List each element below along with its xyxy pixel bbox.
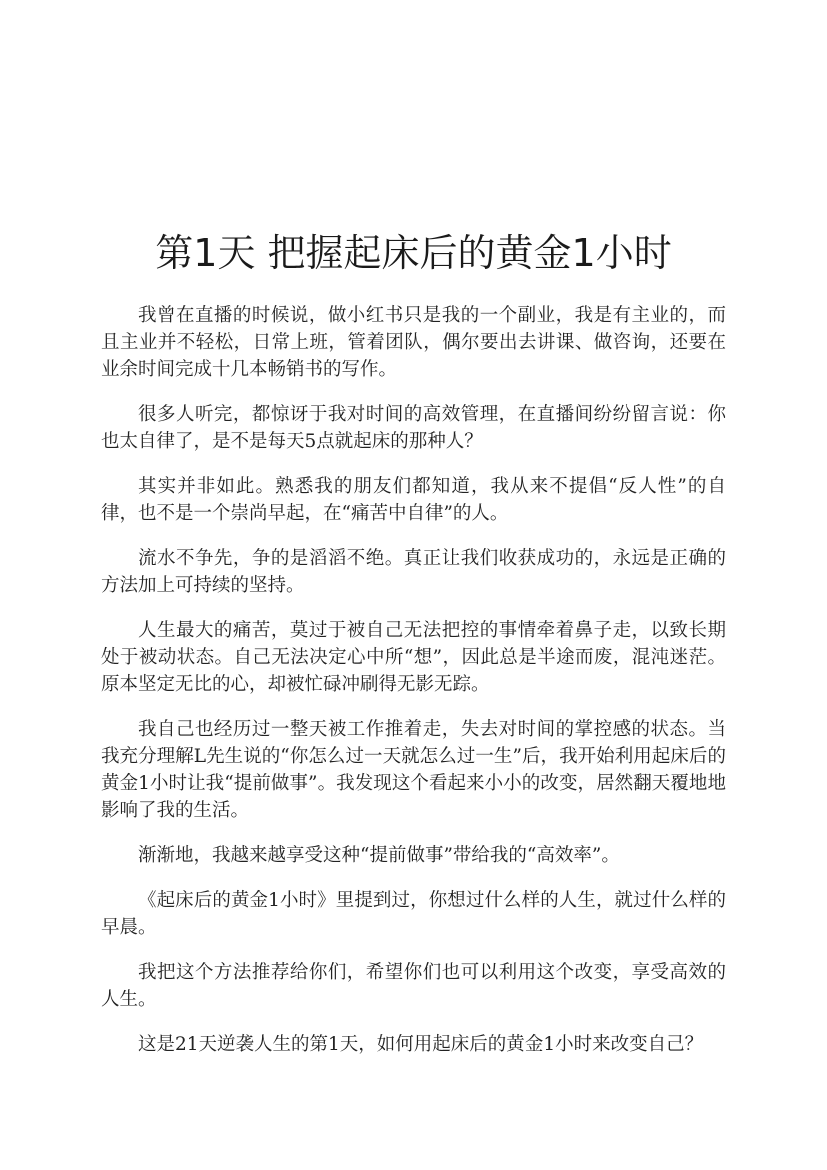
paragraph: 我曾在直播的时候说，做小红书只是我的一个副业，我是有主业的，而且主业并不轻松，日常上班，管着团队，偶尔要出去讲课、做咨询，还要在业余时间完成十几本畅销书的写作。 <box>101 305 726 380</box>
paragraph: 其实并非如此。熟悉我的朋友们都知道，我从来不提倡“反人性”的自律，也不是一个崇尚早起，在“痛苦中自律”的人。 <box>101 476 726 524</box>
paragraph: 流水不争先，争的是滔滔不绝。真正让我们收获成功的，永远是正确的方法加上可持续的坚持。 <box>101 548 726 596</box>
paragraph: 人生最大的痛苦，莫过于被自己无法把控的事情牵着鼻子走，以致长期处于被动状态。自己无法决定心中所“想”，因此总是半途而废，混沌迷茫。原本坚定无比的心，却被忙碌冲刷得无影无踪。 <box>101 620 726 695</box>
paragraph: 这是21天逆袭人生的第1天，如何用起床后的黄金1小时来改变自己？ <box>138 1034 704 1055</box>
page-title: 第1天 把握起床后的黄金1小时 <box>155 231 672 275</box>
document-body <box>101 302 726 1076</box>
paragraph: 我把这个方法推荐给你们，希望你们也可以利用这个改变，享受高效的人生。 <box>101 962 726 1010</box>
paragraph: 渐渐地，我越来越享受这种“提前做事”带给我的“高效率”。 <box>138 845 620 866</box>
paragraph: 很多人听完，都惊讶于我对时间的高效管理，在直播间纷纷留言说：你也太自律了，是不是每天5点就起床的那种人？ <box>101 404 726 452</box>
paragraph: 《起床后的黄金1小时》里提到过，你想过什么样的人生，就过什么样的早晨。 <box>101 890 726 938</box>
paragraph: 我自己也经历过一整天被工作推着走，失去对时间的掌控感的状态。当我充分理解L先生说的“你怎么过一天就怎么过一生”后，我开始利用起床后的黄金1小时让我“提前做事”。我发现这个看起来小小的改变，居然翻天覆地地影响了我的生活。 <box>101 719 726 821</box>
